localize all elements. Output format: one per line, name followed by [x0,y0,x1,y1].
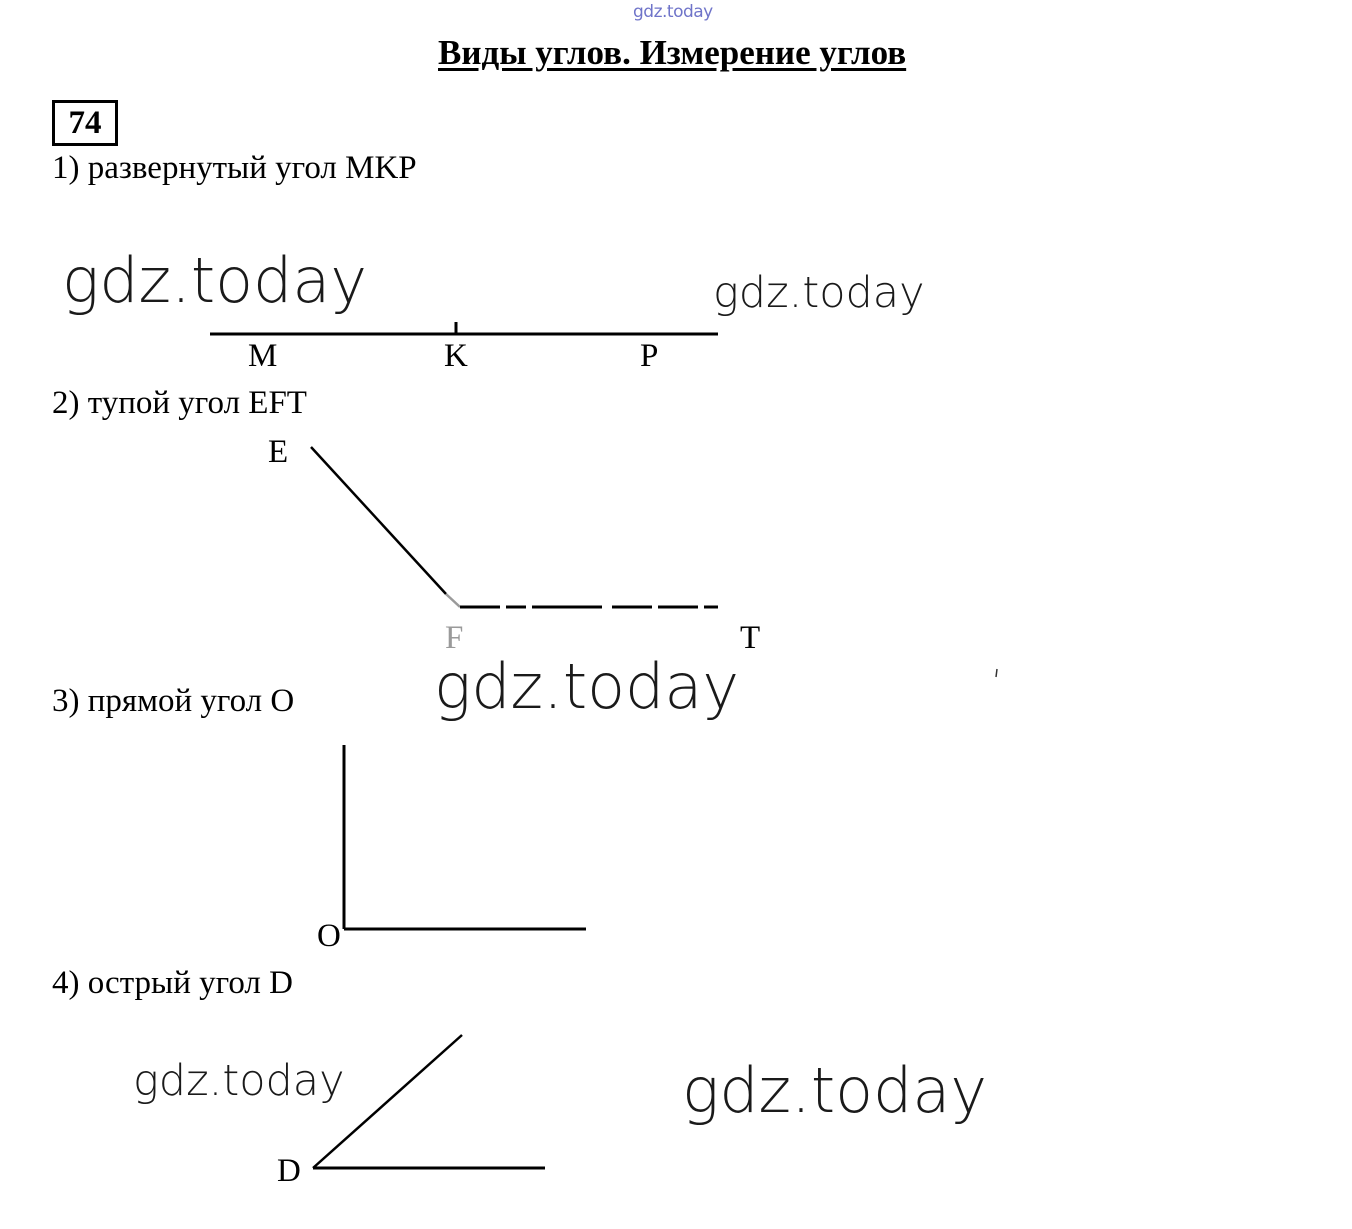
point-label-m: M [248,338,278,374]
stray-mark [996,669,997,677]
obtuse-angle-ray-fe [311,447,446,594]
point-label-k: K [444,338,468,374]
item-2-text: 2) тупой угол EFT [52,385,307,421]
watermark-2: gdz.today [713,268,925,318]
point-label-p: P [640,338,659,374]
point-label-o: O [317,918,341,954]
point-label-f: F [445,620,464,656]
point-label-t: T [740,620,761,656]
task-number-box: 74 [52,100,118,146]
obtuse-angle-ray-fe-faded [446,594,460,607]
point-label-d: D [277,1153,301,1189]
watermark-3: gdz.today [434,650,740,723]
item-1-text: 1) развернутый угол MKP [52,150,417,186]
watermark-5: gdz.today [682,1054,988,1127]
page-title: Виды углов. Измерение углов [438,33,907,72]
point-label-e: E [268,434,289,470]
top-watermark: gdz.today [633,2,713,22]
item-3-text: 3) прямой угол O [52,683,295,719]
watermark-4: gdz.today [133,1056,345,1106]
watermark-1: gdz.today [62,244,368,317]
item-4-text: 4) острый угол D [52,965,293,1001]
